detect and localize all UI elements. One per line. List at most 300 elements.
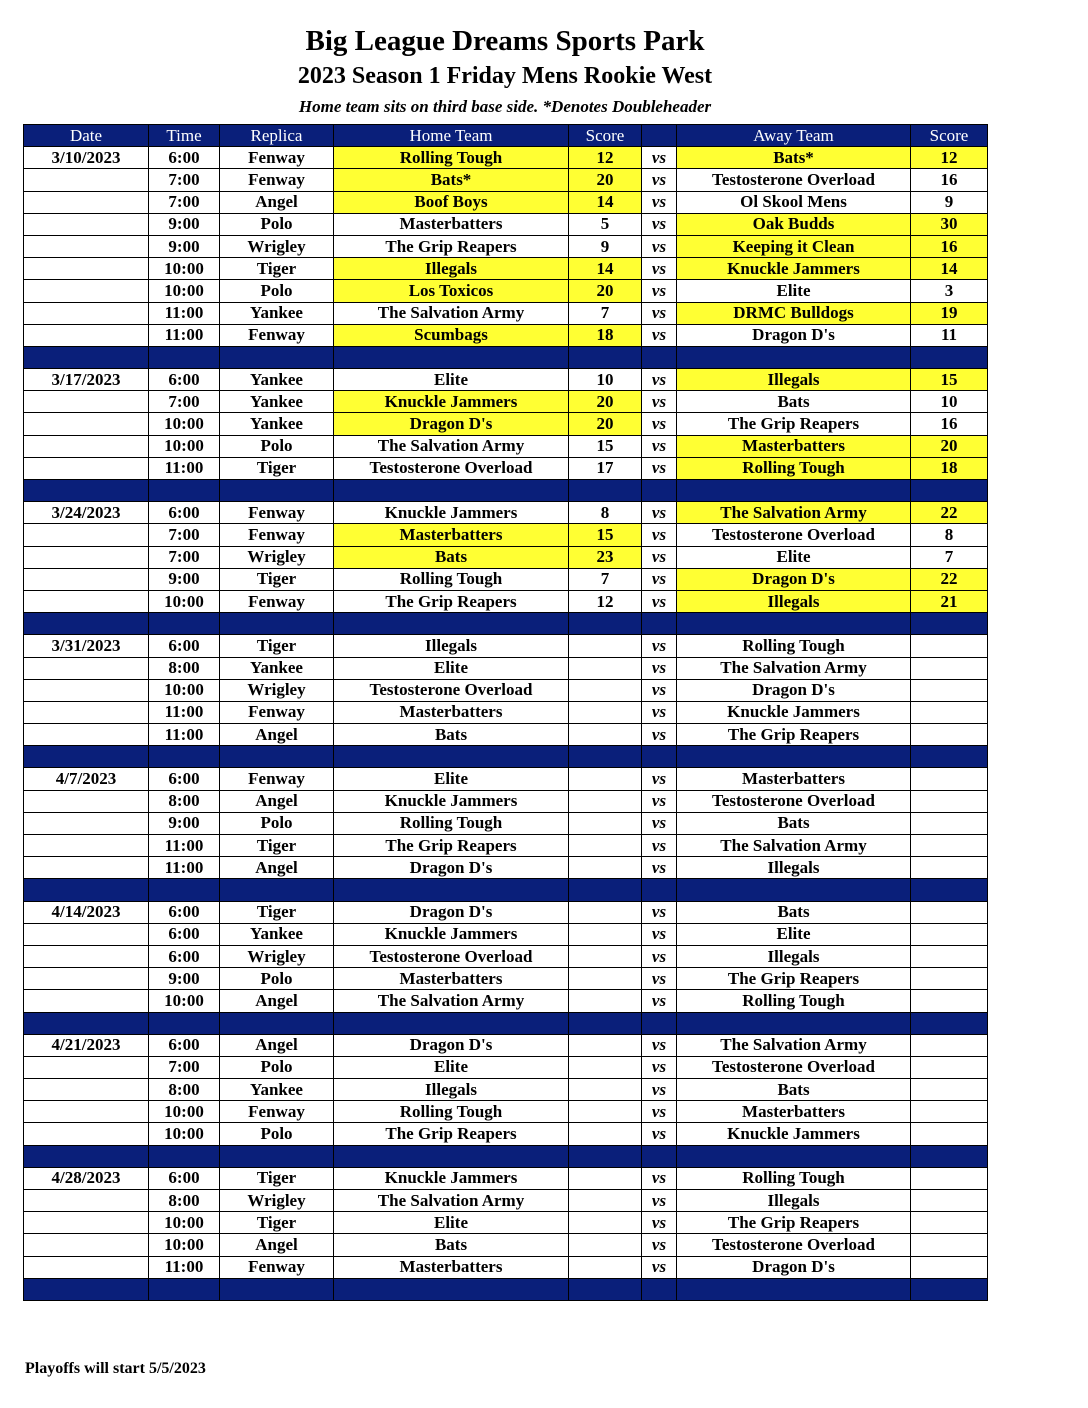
home-score: 7 bbox=[569, 568, 642, 590]
away-team: Bats bbox=[677, 391, 911, 413]
game-time: 11:00 bbox=[149, 1256, 220, 1278]
separator-cell bbox=[569, 1012, 642, 1034]
game-date bbox=[24, 679, 149, 701]
col-time: Time bbox=[149, 125, 220, 147]
away-score bbox=[911, 635, 988, 657]
home-score: 15 bbox=[569, 435, 642, 457]
col-home-team: Home Team bbox=[334, 125, 569, 147]
separator-cell bbox=[642, 480, 677, 502]
separator-cell bbox=[149, 480, 220, 502]
separator-cell bbox=[220, 480, 334, 502]
game-replica: Polo bbox=[220, 435, 334, 457]
separator-cell bbox=[642, 613, 677, 635]
game-time: 11:00 bbox=[149, 302, 220, 324]
vs-label: vs bbox=[642, 768, 677, 790]
separator-cell bbox=[911, 613, 988, 635]
separator-cell bbox=[24, 613, 149, 635]
game-time: 6:00 bbox=[149, 635, 220, 657]
game-row bbox=[24, 657, 988, 679]
separator-cell bbox=[677, 746, 911, 768]
game-row bbox=[24, 1167, 988, 1189]
vs-label: vs bbox=[642, 324, 677, 346]
game-time: 10:00 bbox=[149, 435, 220, 457]
home-team: Masterbatters bbox=[334, 1256, 569, 1278]
home-score bbox=[569, 635, 642, 657]
game-time: 11:00 bbox=[149, 724, 220, 746]
home-team: Masterbatters bbox=[334, 701, 569, 723]
home-score bbox=[569, 945, 642, 967]
home-team: Illegals bbox=[334, 635, 569, 657]
home-score bbox=[569, 857, 642, 879]
vs-label: vs bbox=[642, 524, 677, 546]
vs-label: vs bbox=[642, 1079, 677, 1101]
game-replica: Polo bbox=[220, 968, 334, 990]
separator-cell bbox=[677, 613, 911, 635]
separator-cell bbox=[149, 879, 220, 901]
away-score: 10 bbox=[911, 391, 988, 413]
game-replica: Wrigley bbox=[220, 945, 334, 967]
home-score bbox=[569, 990, 642, 1012]
away-score bbox=[911, 679, 988, 701]
vs-label: vs bbox=[642, 369, 677, 391]
game-row bbox=[24, 1101, 988, 1123]
home-team: Testosterone Overload bbox=[334, 679, 569, 701]
home-team: The Grip Reapers bbox=[334, 1123, 569, 1145]
game-date: 4/14/2023 bbox=[24, 901, 149, 923]
game-replica: Yankee bbox=[220, 369, 334, 391]
away-score: 20 bbox=[911, 435, 988, 457]
page-subtitle: 2023 Season 1 Friday Mens Rookie West bbox=[297, 63, 713, 89]
home-score bbox=[569, 1190, 642, 1212]
home-team: Bats bbox=[334, 1234, 569, 1256]
game-replica: Tiger bbox=[220, 457, 334, 479]
away-team: Bats* bbox=[677, 147, 911, 169]
week-separator bbox=[24, 1012, 988, 1034]
away-score bbox=[911, 768, 988, 790]
vs-label: vs bbox=[642, 1167, 677, 1189]
game-replica: Angel bbox=[220, 724, 334, 746]
away-team: The Salvation Army bbox=[677, 657, 911, 679]
game-row bbox=[24, 1034, 988, 1056]
vs-label: vs bbox=[642, 835, 677, 857]
vs-label: vs bbox=[642, 635, 677, 657]
away-team: Rolling Tough bbox=[677, 990, 911, 1012]
away-score bbox=[911, 1212, 988, 1234]
game-time: 10:00 bbox=[149, 990, 220, 1012]
game-time: 10:00 bbox=[149, 679, 220, 701]
game-row bbox=[24, 990, 988, 1012]
home-team: Boof Boys bbox=[334, 191, 569, 213]
game-row bbox=[24, 524, 988, 546]
game-date bbox=[24, 990, 149, 1012]
game-date bbox=[24, 413, 149, 435]
separator-cell bbox=[149, 1145, 220, 1167]
separator-cell bbox=[911, 480, 988, 502]
vs-label: vs bbox=[642, 1212, 677, 1234]
away-team: Illegals bbox=[677, 369, 911, 391]
away-team: Elite bbox=[677, 923, 911, 945]
home-score bbox=[569, 657, 642, 679]
game-date bbox=[24, 546, 149, 568]
schedule-table bbox=[23, 124, 988, 1301]
home-score bbox=[569, 1056, 642, 1078]
away-score: 9 bbox=[911, 191, 988, 213]
game-date bbox=[24, 457, 149, 479]
game-date bbox=[24, 1101, 149, 1123]
home-score: 8 bbox=[569, 502, 642, 524]
game-replica: Wrigley bbox=[220, 546, 334, 568]
game-replica: Fenway bbox=[220, 502, 334, 524]
home-team: Bats bbox=[334, 724, 569, 746]
game-date bbox=[24, 701, 149, 723]
away-score bbox=[911, 835, 988, 857]
game-date bbox=[24, 191, 149, 213]
game-row bbox=[24, 213, 988, 235]
vs-label: vs bbox=[642, 590, 677, 612]
away-team: Ol Skool Mens bbox=[677, 191, 911, 213]
game-time: 8:00 bbox=[149, 657, 220, 679]
game-replica: Fenway bbox=[220, 524, 334, 546]
game-row bbox=[24, 701, 988, 723]
vs-label: vs bbox=[642, 391, 677, 413]
home-score bbox=[569, 1101, 642, 1123]
away-score bbox=[911, 1034, 988, 1056]
week-separator bbox=[24, 480, 988, 502]
game-date bbox=[24, 302, 149, 324]
separator-cell bbox=[642, 1012, 677, 1034]
home-score bbox=[569, 768, 642, 790]
separator-cell bbox=[334, 1145, 569, 1167]
game-row bbox=[24, 968, 988, 990]
home-score: 20 bbox=[569, 391, 642, 413]
separator-cell bbox=[149, 1012, 220, 1034]
separator-cell bbox=[642, 1278, 677, 1300]
home-team: Dragon D's bbox=[334, 857, 569, 879]
away-team: The Salvation Army bbox=[677, 502, 911, 524]
game-replica: Polo bbox=[220, 1123, 334, 1145]
away-score: 15 bbox=[911, 369, 988, 391]
game-time: 7:00 bbox=[149, 191, 220, 213]
col-replica: Replica bbox=[220, 125, 334, 147]
separator-cell bbox=[334, 1278, 569, 1300]
game-time: 8:00 bbox=[149, 790, 220, 812]
separator-cell bbox=[220, 879, 334, 901]
game-date bbox=[24, 590, 149, 612]
game-time: 6:00 bbox=[149, 768, 220, 790]
game-replica: Tiger bbox=[220, 258, 334, 280]
home-team: Masterbatters bbox=[334, 968, 569, 990]
separator-cell bbox=[569, 480, 642, 502]
separator-cell bbox=[911, 1145, 988, 1167]
separator-cell bbox=[24, 1012, 149, 1034]
away-score bbox=[911, 1234, 988, 1256]
home-team: The Salvation Army bbox=[334, 302, 569, 324]
game-replica: Angel bbox=[220, 1234, 334, 1256]
home-score bbox=[569, 923, 642, 945]
game-replica: Polo bbox=[220, 213, 334, 235]
home-team: Rolling Tough bbox=[334, 1101, 569, 1123]
game-time: 9:00 bbox=[149, 235, 220, 257]
game-row bbox=[24, 435, 988, 457]
game-time: 10:00 bbox=[149, 1101, 220, 1123]
home-team: Rolling Tough bbox=[334, 568, 569, 590]
separator-cell bbox=[334, 613, 569, 635]
game-replica: Tiger bbox=[220, 901, 334, 923]
home-team: The Grip Reapers bbox=[334, 590, 569, 612]
vs-label: vs bbox=[642, 147, 677, 169]
away-score: 7 bbox=[911, 546, 988, 568]
separator-cell bbox=[569, 746, 642, 768]
game-time: 11:00 bbox=[149, 835, 220, 857]
away-score bbox=[911, 812, 988, 834]
home-score: 9 bbox=[569, 235, 642, 257]
home-team: Illegals bbox=[334, 258, 569, 280]
page-note: Home team sits on third base side. *Denotes Doubleheader bbox=[298, 97, 712, 116]
col-date: Date bbox=[24, 125, 149, 147]
vs-label: vs bbox=[642, 945, 677, 967]
game-replica: Angel bbox=[220, 990, 334, 1012]
separator-cell bbox=[677, 346, 911, 368]
away-team: Rolling Tough bbox=[677, 635, 911, 657]
game-date: 3/24/2023 bbox=[24, 502, 149, 524]
game-date bbox=[24, 391, 149, 413]
game-row bbox=[24, 768, 988, 790]
game-time: 11:00 bbox=[149, 701, 220, 723]
home-team: Masterbatters bbox=[334, 524, 569, 546]
game-replica: Polo bbox=[220, 1056, 334, 1078]
game-date bbox=[24, 945, 149, 967]
game-time: 10:00 bbox=[149, 1234, 220, 1256]
game-time: 9:00 bbox=[149, 812, 220, 834]
home-team: Dragon D's bbox=[334, 901, 569, 923]
game-row bbox=[24, 258, 988, 280]
away-score bbox=[911, 1101, 988, 1123]
separator-cell bbox=[220, 1278, 334, 1300]
away-team: Keeping it Clean bbox=[677, 235, 911, 257]
away-team: Rolling Tough bbox=[677, 1167, 911, 1189]
away-score bbox=[911, 1190, 988, 1212]
home-score: 20 bbox=[569, 413, 642, 435]
col-home-score: Score bbox=[569, 125, 642, 147]
game-time: 9:00 bbox=[149, 968, 220, 990]
away-team: The Grip Reapers bbox=[677, 724, 911, 746]
home-score: 23 bbox=[569, 546, 642, 568]
separator-cell bbox=[569, 1145, 642, 1167]
game-row bbox=[24, 857, 988, 879]
game-replica: Tiger bbox=[220, 835, 334, 857]
game-replica: Yankee bbox=[220, 302, 334, 324]
week-separator bbox=[24, 1278, 988, 1300]
game-replica: Yankee bbox=[220, 391, 334, 413]
game-time: 9:00 bbox=[149, 568, 220, 590]
separator-cell bbox=[677, 1012, 911, 1034]
home-score bbox=[569, 790, 642, 812]
away-team: Dragon D's bbox=[677, 679, 911, 701]
separator-cell bbox=[677, 1145, 911, 1167]
away-team: The Grip Reapers bbox=[677, 968, 911, 990]
game-date bbox=[24, 724, 149, 746]
game-replica: Angel bbox=[220, 857, 334, 879]
away-score: 3 bbox=[911, 280, 988, 302]
home-score bbox=[569, 1234, 642, 1256]
separator-cell bbox=[334, 480, 569, 502]
home-score: 12 bbox=[569, 590, 642, 612]
away-score: 16 bbox=[911, 235, 988, 257]
game-time: 11:00 bbox=[149, 857, 220, 879]
home-team: Testosterone Overload bbox=[334, 457, 569, 479]
separator-cell bbox=[24, 1145, 149, 1167]
separator-cell bbox=[911, 1012, 988, 1034]
home-score bbox=[569, 835, 642, 857]
separator-cell bbox=[911, 1278, 988, 1300]
week-separator bbox=[24, 746, 988, 768]
game-date bbox=[24, 1079, 149, 1101]
away-score bbox=[911, 1167, 988, 1189]
home-score: 10 bbox=[569, 369, 642, 391]
vs-label: vs bbox=[642, 790, 677, 812]
game-replica: Tiger bbox=[220, 1167, 334, 1189]
game-row bbox=[24, 502, 988, 524]
away-score bbox=[911, 701, 988, 723]
away-team: Testosterone Overload bbox=[677, 524, 911, 546]
away-score: 8 bbox=[911, 524, 988, 546]
home-score bbox=[569, 1167, 642, 1189]
game-date: 4/21/2023 bbox=[24, 1034, 149, 1056]
home-team: The Salvation Army bbox=[334, 1190, 569, 1212]
header-row bbox=[24, 125, 988, 147]
home-team: Bats* bbox=[334, 169, 569, 191]
game-row bbox=[24, 235, 988, 257]
week-separator bbox=[24, 1145, 988, 1167]
separator-cell bbox=[642, 1145, 677, 1167]
away-score: 12 bbox=[911, 147, 988, 169]
away-score: 19 bbox=[911, 302, 988, 324]
home-team: Los Toxicos bbox=[334, 280, 569, 302]
game-time: 6:00 bbox=[149, 1167, 220, 1189]
game-time: 6:00 bbox=[149, 901, 220, 923]
away-score: 22 bbox=[911, 568, 988, 590]
away-team: The Grip Reapers bbox=[677, 413, 911, 435]
game-date bbox=[24, 657, 149, 679]
week-separator bbox=[24, 613, 988, 635]
home-team: Knuckle Jammers bbox=[334, 502, 569, 524]
home-team: Elite bbox=[334, 1056, 569, 1078]
vs-label: vs bbox=[642, 1256, 677, 1278]
vs-label: vs bbox=[642, 213, 677, 235]
away-score bbox=[911, 901, 988, 923]
game-replica: Yankee bbox=[220, 1079, 334, 1101]
home-score bbox=[569, 901, 642, 923]
home-team: Elite bbox=[334, 1212, 569, 1234]
separator-cell bbox=[569, 879, 642, 901]
game-replica: Fenway bbox=[220, 147, 334, 169]
game-replica: Tiger bbox=[220, 635, 334, 657]
game-replica: Fenway bbox=[220, 768, 334, 790]
game-date bbox=[24, 857, 149, 879]
game-row bbox=[24, 590, 988, 612]
game-time: 6:00 bbox=[149, 945, 220, 967]
game-date bbox=[24, 968, 149, 990]
game-row bbox=[24, 568, 988, 590]
separator-cell bbox=[149, 1278, 220, 1300]
game-time: 10:00 bbox=[149, 1212, 220, 1234]
vs-label: vs bbox=[642, 235, 677, 257]
game-row bbox=[24, 812, 988, 834]
vs-label: vs bbox=[642, 657, 677, 679]
separator-cell bbox=[334, 1012, 569, 1034]
game-time: 6:00 bbox=[149, 923, 220, 945]
away-score: 16 bbox=[911, 413, 988, 435]
vs-label: vs bbox=[642, 1056, 677, 1078]
game-time: 8:00 bbox=[149, 1079, 220, 1101]
game-replica: Wrigley bbox=[220, 1190, 334, 1212]
col-away-team: Away Team bbox=[677, 125, 911, 147]
separator-cell bbox=[569, 1278, 642, 1300]
game-row bbox=[24, 457, 988, 479]
away-team: Knuckle Jammers bbox=[677, 1123, 911, 1145]
home-team: Dragon D's bbox=[334, 1034, 569, 1056]
separator-cell bbox=[911, 746, 988, 768]
game-row bbox=[24, 835, 988, 857]
away-team: Rolling Tough bbox=[677, 457, 911, 479]
home-score bbox=[569, 1079, 642, 1101]
home-score: 5 bbox=[569, 213, 642, 235]
away-team: Bats bbox=[677, 1079, 911, 1101]
game-date bbox=[24, 790, 149, 812]
home-score bbox=[569, 679, 642, 701]
separator-cell bbox=[149, 613, 220, 635]
game-replica: Fenway bbox=[220, 701, 334, 723]
separator-cell bbox=[149, 746, 220, 768]
game-date bbox=[24, 280, 149, 302]
vs-label: vs bbox=[642, 1123, 677, 1145]
separator-cell bbox=[569, 346, 642, 368]
game-replica: Angel bbox=[220, 790, 334, 812]
week-separator bbox=[24, 346, 988, 368]
game-row bbox=[24, 324, 988, 346]
separator-cell bbox=[24, 346, 149, 368]
game-time: 7:00 bbox=[149, 546, 220, 568]
home-team: Elite bbox=[334, 369, 569, 391]
home-score bbox=[569, 812, 642, 834]
game-date bbox=[24, 235, 149, 257]
away-score bbox=[911, 657, 988, 679]
game-row bbox=[24, 169, 988, 191]
game-time: 10:00 bbox=[149, 258, 220, 280]
away-team: Knuckle Jammers bbox=[677, 258, 911, 280]
away-team: Illegals bbox=[677, 945, 911, 967]
home-team: Illegals bbox=[334, 1079, 569, 1101]
away-score: 30 bbox=[911, 213, 988, 235]
game-date bbox=[24, 435, 149, 457]
game-row bbox=[24, 1079, 988, 1101]
away-score: 21 bbox=[911, 590, 988, 612]
game-row bbox=[24, 391, 988, 413]
home-team: The Grip Reapers bbox=[334, 835, 569, 857]
home-score: 17 bbox=[569, 457, 642, 479]
vs-label: vs bbox=[642, 1101, 677, 1123]
home-team: Dragon D's bbox=[334, 413, 569, 435]
game-time: 6:00 bbox=[149, 502, 220, 524]
home-score: 20 bbox=[569, 169, 642, 191]
game-date bbox=[24, 812, 149, 834]
game-row bbox=[24, 1212, 988, 1234]
away-score: 14 bbox=[911, 258, 988, 280]
separator-cell bbox=[24, 1278, 149, 1300]
vs-label: vs bbox=[642, 724, 677, 746]
away-score bbox=[911, 1079, 988, 1101]
vs-label: vs bbox=[642, 990, 677, 1012]
